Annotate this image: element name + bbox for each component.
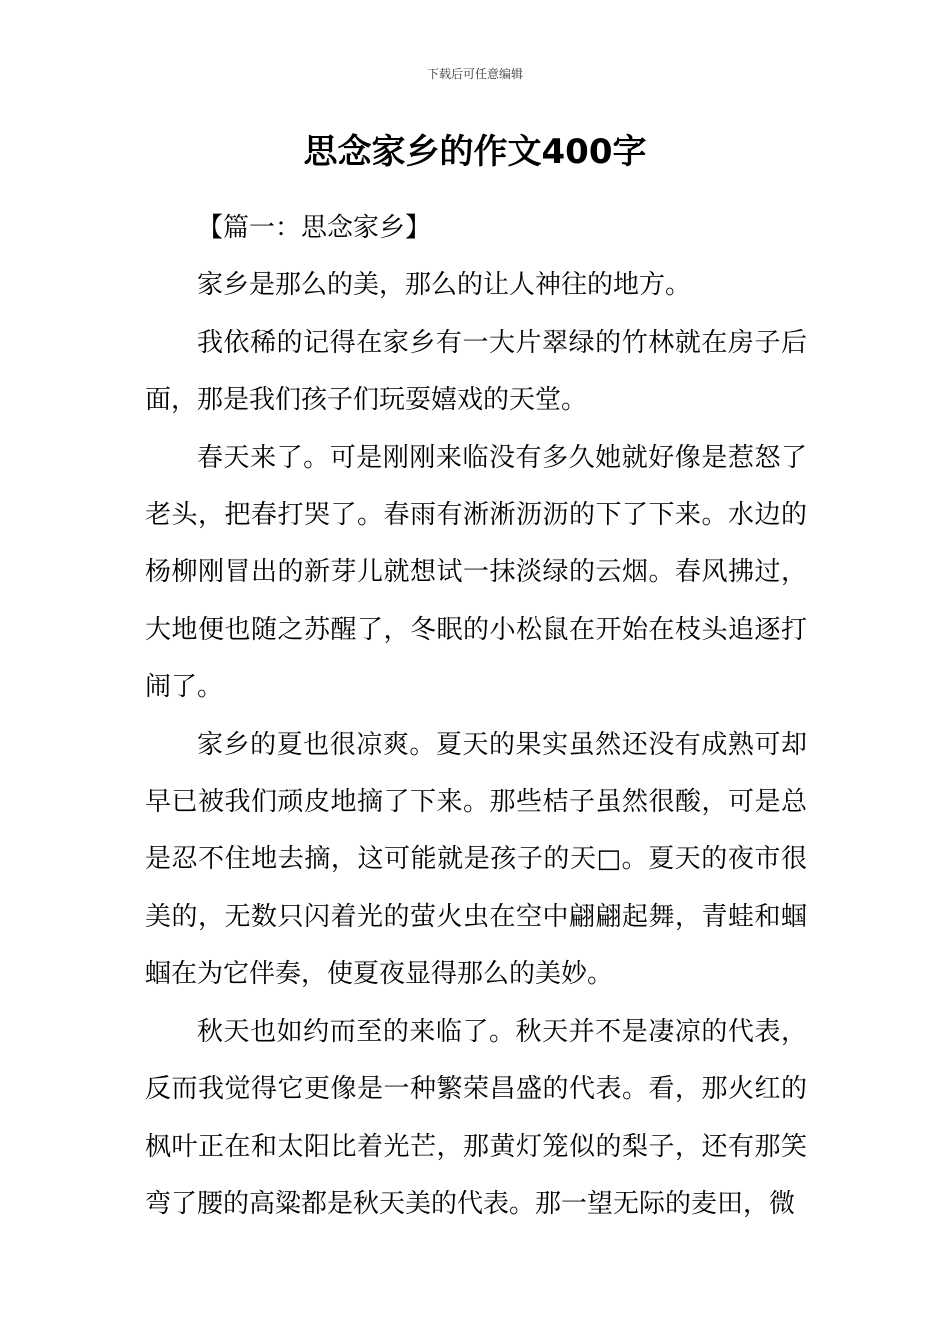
paragraph-4: 家乡的夏也很凉爽。夏天的果实虽然还没有成熟可却早已被我们顽皮地摘了下来。那些桔子虽然很酸，可是总是忍不住地去摘，这可能就是孩子的天□。夏天的夜市很美的，无数只闪着光的萤火虫在空中翩翩起舞，青蛙和蝈蝈在为它伴奏，使夏夜显得那么的美妙。 [145, 729, 807, 990]
article-body [145, 200, 807, 1233]
paragraph-1: 家乡是那么的美，那么的让人神往的地方。 [197, 270, 692, 301]
paragraph-2: 我依稀的记得在家乡有一大片翠绿的竹林就在房子后面，那是我们孩子们玩耍嬉戏的天堂。 [145, 327, 807, 416]
section-heading: 【篇一：思念家乡】 [197, 213, 432, 243]
header-note: 下载后可任意编辑 [426, 67, 523, 81]
paragraph-5: 秋天也如约而至的来临了。秋天并不是凄凉的代表，反而我觉得它更像是一种繁荣昌盛的代表。看，那火红的枫叶正在和太阳比着光芒，那黄灯笼似的梨子，还有那笑弯了腰的高粱都是秋天美的代表。那一望无际的麦田，微 [145, 1016, 807, 1219]
page-title: 思念家乡的作文400字 [303, 132, 647, 172]
paragraph-3: 春天来了。可是刚刚来临没有多久她就好像是惹怒了老头，把春打哭了。春雨有淅淅沥沥的下了下来。水边的杨柳刚冒出的新芽儿就想试一抹淡绿的云烟。春风拂过，大地便也随之苏醒了，冬眠的小松鼠在开始在枝头追逐打闹了。 [145, 442, 807, 703]
